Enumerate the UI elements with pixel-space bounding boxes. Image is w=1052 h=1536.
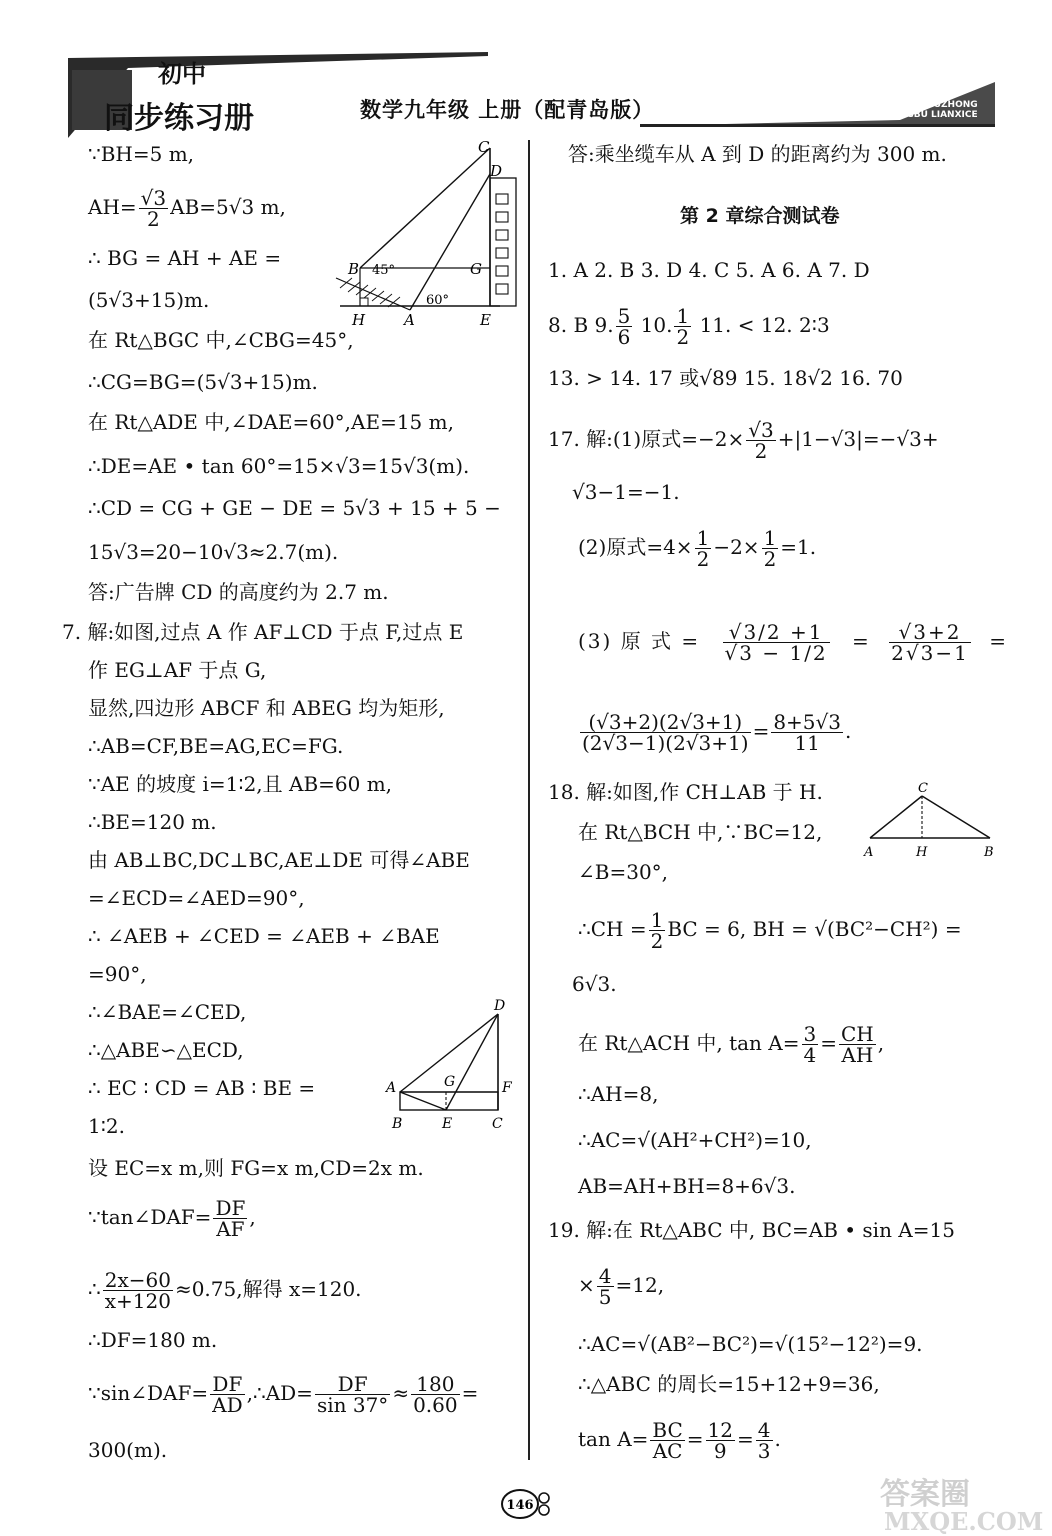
text-line: 15√3=20−10√3≈2.7(m). xyxy=(88,540,339,564)
text-span: , xyxy=(877,1031,885,1055)
text-line xyxy=(578,910,962,951)
text-line: ∵BH=5 m, xyxy=(88,142,195,166)
label-B: B xyxy=(392,1116,403,1132)
text-span: × xyxy=(578,1273,595,1297)
text-line: ∴ ∠AEB + ∠CED = ∠AEB + ∠BAE xyxy=(88,924,440,948)
text-line: ∴AB=CF,BE=AG,EC=FG. xyxy=(88,734,344,758)
fraction xyxy=(771,712,843,753)
label-C: C xyxy=(492,1116,503,1132)
fraction xyxy=(210,1374,244,1415)
text-line: ∴DE=AE • tan 60°=15×√3=15√3(m). xyxy=(88,454,470,478)
text-line: 显然,四边形 ABCF 和 ABEG 均为矩形, xyxy=(88,696,445,720)
numerator: 12 xyxy=(707,1418,733,1442)
fraction xyxy=(756,1420,773,1461)
text-line: ∴△ABE∽△ECD, xyxy=(88,1038,244,1062)
text-span: 11. < 12. 2∶3 xyxy=(693,313,830,337)
denominator: AH xyxy=(841,1043,874,1067)
numerator: CH xyxy=(841,1022,874,1046)
numerator: √3+2 xyxy=(889,622,971,643)
answers-line-3: 13. > 14. 17 或√89 15. 18√2 16. 70 xyxy=(548,366,903,390)
denominator: 5 xyxy=(598,1285,612,1309)
numerator: (√3+2)(2√3+1) xyxy=(580,712,751,733)
fraction xyxy=(580,712,751,753)
text-span: +|1−√3|=−√3+ xyxy=(777,427,939,451)
text-span: , xyxy=(249,1205,256,1229)
text-line: ∴AC=√(AB²−BC²)=√(15²−12²)=9. xyxy=(578,1332,923,1356)
text-span: . xyxy=(774,1427,781,1451)
text-span: ∴ xyxy=(88,1277,101,1301)
denominator: 2 xyxy=(676,325,690,349)
fraction xyxy=(889,622,971,663)
text-line: ∴DF=180 m. xyxy=(88,1328,218,1352)
text-line: ∴△ABC 的周长=15+12+9=36, xyxy=(578,1372,880,1396)
text-line xyxy=(578,1024,884,1065)
text-span: −2× xyxy=(713,535,760,559)
numerator: 1 xyxy=(696,526,710,550)
numerator: DF xyxy=(215,1196,246,1220)
label-A: A xyxy=(864,845,874,860)
label-A: A xyxy=(386,1080,397,1096)
fraction xyxy=(649,910,666,951)
text-line xyxy=(578,1266,664,1307)
watermark xyxy=(860,1470,1046,1534)
fraction xyxy=(650,1420,684,1461)
text-line: 答:广告牌 CD 的高度约为 2.7 m. xyxy=(88,580,389,604)
numerator: 5 xyxy=(617,304,631,328)
answers-line-2 xyxy=(548,306,830,347)
numerator: 4 xyxy=(757,1418,771,1442)
text-span: 在 Rt△ACH 中, tan A= xyxy=(578,1031,800,1055)
text-span: . xyxy=(845,719,852,743)
fraction xyxy=(616,306,633,347)
denominator: 2√3−1 xyxy=(891,641,969,665)
fraction xyxy=(213,1198,247,1239)
answers-line-1: 1. A 2. B 3. D 4. C 5. A 6. A 7. D xyxy=(548,258,870,282)
numerator: 2x−60 xyxy=(104,1268,171,1292)
denominator: AC xyxy=(652,1439,683,1463)
numerator: √3/2 +1 xyxy=(723,622,830,643)
text-span: = xyxy=(820,1031,837,1055)
fraction xyxy=(597,1266,614,1307)
text-span: ≈0.75,解得 x=120. xyxy=(174,1277,362,1301)
label-E: E xyxy=(442,1116,453,1132)
fraction xyxy=(802,1024,819,1065)
figure-slope xyxy=(380,994,520,1132)
text-line: 由 AB⊥BC,DC⊥BC,AE⊥DE 可得∠ABE xyxy=(88,848,470,872)
text-span: ∵tan∠DAF= xyxy=(88,1205,212,1229)
denominator: 4 xyxy=(803,1043,817,1067)
text-span: (3) 原 式 = xyxy=(578,629,701,653)
fraction xyxy=(695,528,712,569)
watermark-top: 答案圈 xyxy=(880,1477,970,1512)
question-19-start: 19. 解:在 Rt△ABC 中, BC=AB • sin A=15 xyxy=(548,1218,955,1242)
text-span: 17. 解:(1)原式=−2× xyxy=(548,427,745,451)
angle-45: 45° xyxy=(372,263,396,278)
question-18-start: 18. 解:如图,作 CH⊥AB 于 H. xyxy=(548,780,823,804)
angle-60: 60° xyxy=(426,293,450,308)
text-span: = xyxy=(461,1381,479,1405)
denominator: AD xyxy=(212,1393,243,1417)
numerator: BC xyxy=(652,1418,683,1442)
text-span: =1. xyxy=(780,535,817,559)
text-span: ∴CH = xyxy=(578,917,647,941)
numerator: 180 xyxy=(411,1374,460,1395)
text-span: = xyxy=(989,629,1008,653)
figure-triangle xyxy=(860,778,1000,862)
page-number-badge xyxy=(500,1486,554,1522)
denominator: 9 xyxy=(713,1439,727,1463)
text-span: = xyxy=(737,1427,754,1451)
text-span: BC = 6, BH = √(BC²−CH²) = xyxy=(667,917,962,941)
label-H: H xyxy=(352,311,366,328)
text-span: tan A= xyxy=(578,1427,649,1451)
text-line xyxy=(578,1420,781,1461)
denominator: (2√3−1)(2√3+1) xyxy=(582,731,749,755)
denominator: √3 − 1/2 xyxy=(724,641,828,665)
fraction xyxy=(315,1374,390,1415)
figure-billboard xyxy=(330,138,525,328)
numerator: 1 xyxy=(763,526,777,550)
numerator: √3 xyxy=(140,186,167,210)
fraction xyxy=(839,1024,876,1065)
label-G: G xyxy=(444,1074,456,1090)
text-line: 300(m). xyxy=(88,1438,168,1462)
text-line xyxy=(578,528,816,569)
text-line: ∴ BG = AH + AE = xyxy=(88,246,282,270)
fraction xyxy=(103,1270,173,1311)
text-span: 8. B 9. xyxy=(548,313,614,337)
text-span: 10. xyxy=(634,313,673,337)
text-line: ∴BE=120 m. xyxy=(88,810,217,834)
numerator: 1 xyxy=(676,304,690,328)
label-D: D xyxy=(490,162,503,180)
page-header xyxy=(0,0,1052,150)
numerator: 8+5√3 xyxy=(773,710,842,734)
brand-line-2: TONGBU LIANXICE xyxy=(885,110,978,120)
text-line: ∴AH=8, xyxy=(578,1082,659,1106)
text-line: ∴∠BAE=∠CED, xyxy=(88,1000,247,1024)
label-F: F xyxy=(502,1080,512,1096)
label-C: C xyxy=(478,138,490,156)
text-line xyxy=(88,188,286,229)
denominator: AF xyxy=(216,1217,245,1241)
numerator: DF xyxy=(210,1374,244,1395)
text-line: ∴AC=√(AH²+CH²)=10, xyxy=(578,1128,812,1152)
text-span: (2)原式=4× xyxy=(578,535,693,559)
denominator: 11 xyxy=(794,731,820,755)
numerator: 3 xyxy=(803,1022,817,1046)
text-span: = xyxy=(752,719,770,743)
text-span: ≈ xyxy=(392,1381,410,1405)
text-line xyxy=(88,1270,362,1311)
text-line: ∴CG=BG=(5√3+15)m. xyxy=(88,370,318,394)
text-span: ∵sin∠DAF= xyxy=(88,1381,209,1405)
label-B: B xyxy=(348,260,360,278)
numerator: 4 xyxy=(598,1264,612,1288)
fraction xyxy=(139,188,168,229)
text-line: 作 EG⊥AF 于点 G, xyxy=(88,658,267,682)
label-E: E xyxy=(480,311,491,328)
fraction xyxy=(762,528,779,569)
text-span: AH= xyxy=(88,195,137,219)
text-line: =∠ECD=∠AED=90°, xyxy=(88,886,305,910)
logo-top-text: 初中 xyxy=(158,59,206,88)
denominator: 2 xyxy=(147,207,160,231)
page-number: 146 xyxy=(506,1498,534,1513)
question-17-start xyxy=(548,420,939,461)
text-line xyxy=(88,1374,478,1415)
text-line: =90°, xyxy=(88,962,147,986)
denominator: 2 xyxy=(763,547,777,571)
numerator: DF xyxy=(315,1374,390,1395)
text-line: (5√3+15)m. xyxy=(88,288,210,312)
fraction xyxy=(674,306,691,347)
label-G: G xyxy=(470,260,482,278)
section-title: 第 2 章综合测试卷 xyxy=(680,205,840,227)
denominator: 6 xyxy=(617,325,631,349)
text-line xyxy=(578,622,1008,663)
denominator: 2 xyxy=(696,547,710,571)
watermark-bottom: MXQE.COM xyxy=(884,1507,1044,1534)
text-line: AB=AH+BH=8+6√3. xyxy=(578,1174,796,1198)
text-line: 设 EC=x m,则 FG=x m,CD=2x m. xyxy=(88,1156,424,1180)
denominator: 2 xyxy=(754,439,768,463)
text-line: ∠B=30°, xyxy=(578,860,669,884)
fraction xyxy=(706,1420,735,1461)
question-7-start: 7. 解:如图,过点 A 作 AF⊥CD 于点 F,过点 E xyxy=(62,620,464,644)
text-line: 在 Rt△BCH 中,∵BC=12, xyxy=(578,820,823,844)
denominator: 0.60 xyxy=(413,1393,458,1417)
label-B: B xyxy=(984,845,994,860)
label-A: A xyxy=(404,311,415,328)
label-D: D xyxy=(494,998,506,1014)
denominator: sin 37° xyxy=(316,1393,389,1417)
text-line: 在 Rt△BGC 中,∠CBG=45°, xyxy=(88,328,354,352)
text-span: AB=5√3 m, xyxy=(170,195,286,219)
text-line: ∵AE 的坡度 i=1∶2,且 AB=60 m, xyxy=(88,772,393,796)
text-line: √3−1=−1. xyxy=(572,480,680,504)
text-line: 1∶2. xyxy=(88,1114,126,1138)
logo-bottom-text: 同步练习册 xyxy=(104,101,254,136)
label-H: H xyxy=(916,845,928,860)
column-divider xyxy=(528,140,530,1460)
text-line: 答:乘坐缆车从 A 到 D 的距离约为 300 m. xyxy=(568,142,947,166)
denominator: 3 xyxy=(757,1439,771,1463)
numerator: √3 xyxy=(748,418,774,442)
text-line: ∴ EC ∶ CD = AB ∶ BE = xyxy=(88,1076,316,1100)
text-line: 6√3. xyxy=(572,972,617,996)
text-line: 在 Rt△ADE 中,∠DAE=60°,AE=15 m, xyxy=(88,410,454,434)
text-line: ∴CD = CG + GE − DE = 5√3 + 15 + 5 − xyxy=(88,496,501,520)
text-span: =12, xyxy=(615,1273,665,1297)
fraction xyxy=(411,1374,460,1415)
text-span: = xyxy=(852,629,871,653)
denominator: 2 xyxy=(650,929,664,953)
text-line xyxy=(578,712,851,753)
denominator: x+120 xyxy=(104,1289,171,1313)
brand-text xyxy=(885,100,978,120)
text-span: ,∴AD= xyxy=(246,1381,313,1405)
brand-line-1: CHUZHONG xyxy=(919,100,978,110)
fraction xyxy=(746,420,775,461)
text-span: = xyxy=(686,1427,704,1451)
label-C: C xyxy=(918,781,928,796)
numerator: 1 xyxy=(650,908,664,932)
fraction xyxy=(723,622,830,663)
text-line xyxy=(88,1198,256,1239)
book-title: 数学九年级 上册（配青岛版） xyxy=(360,98,655,122)
